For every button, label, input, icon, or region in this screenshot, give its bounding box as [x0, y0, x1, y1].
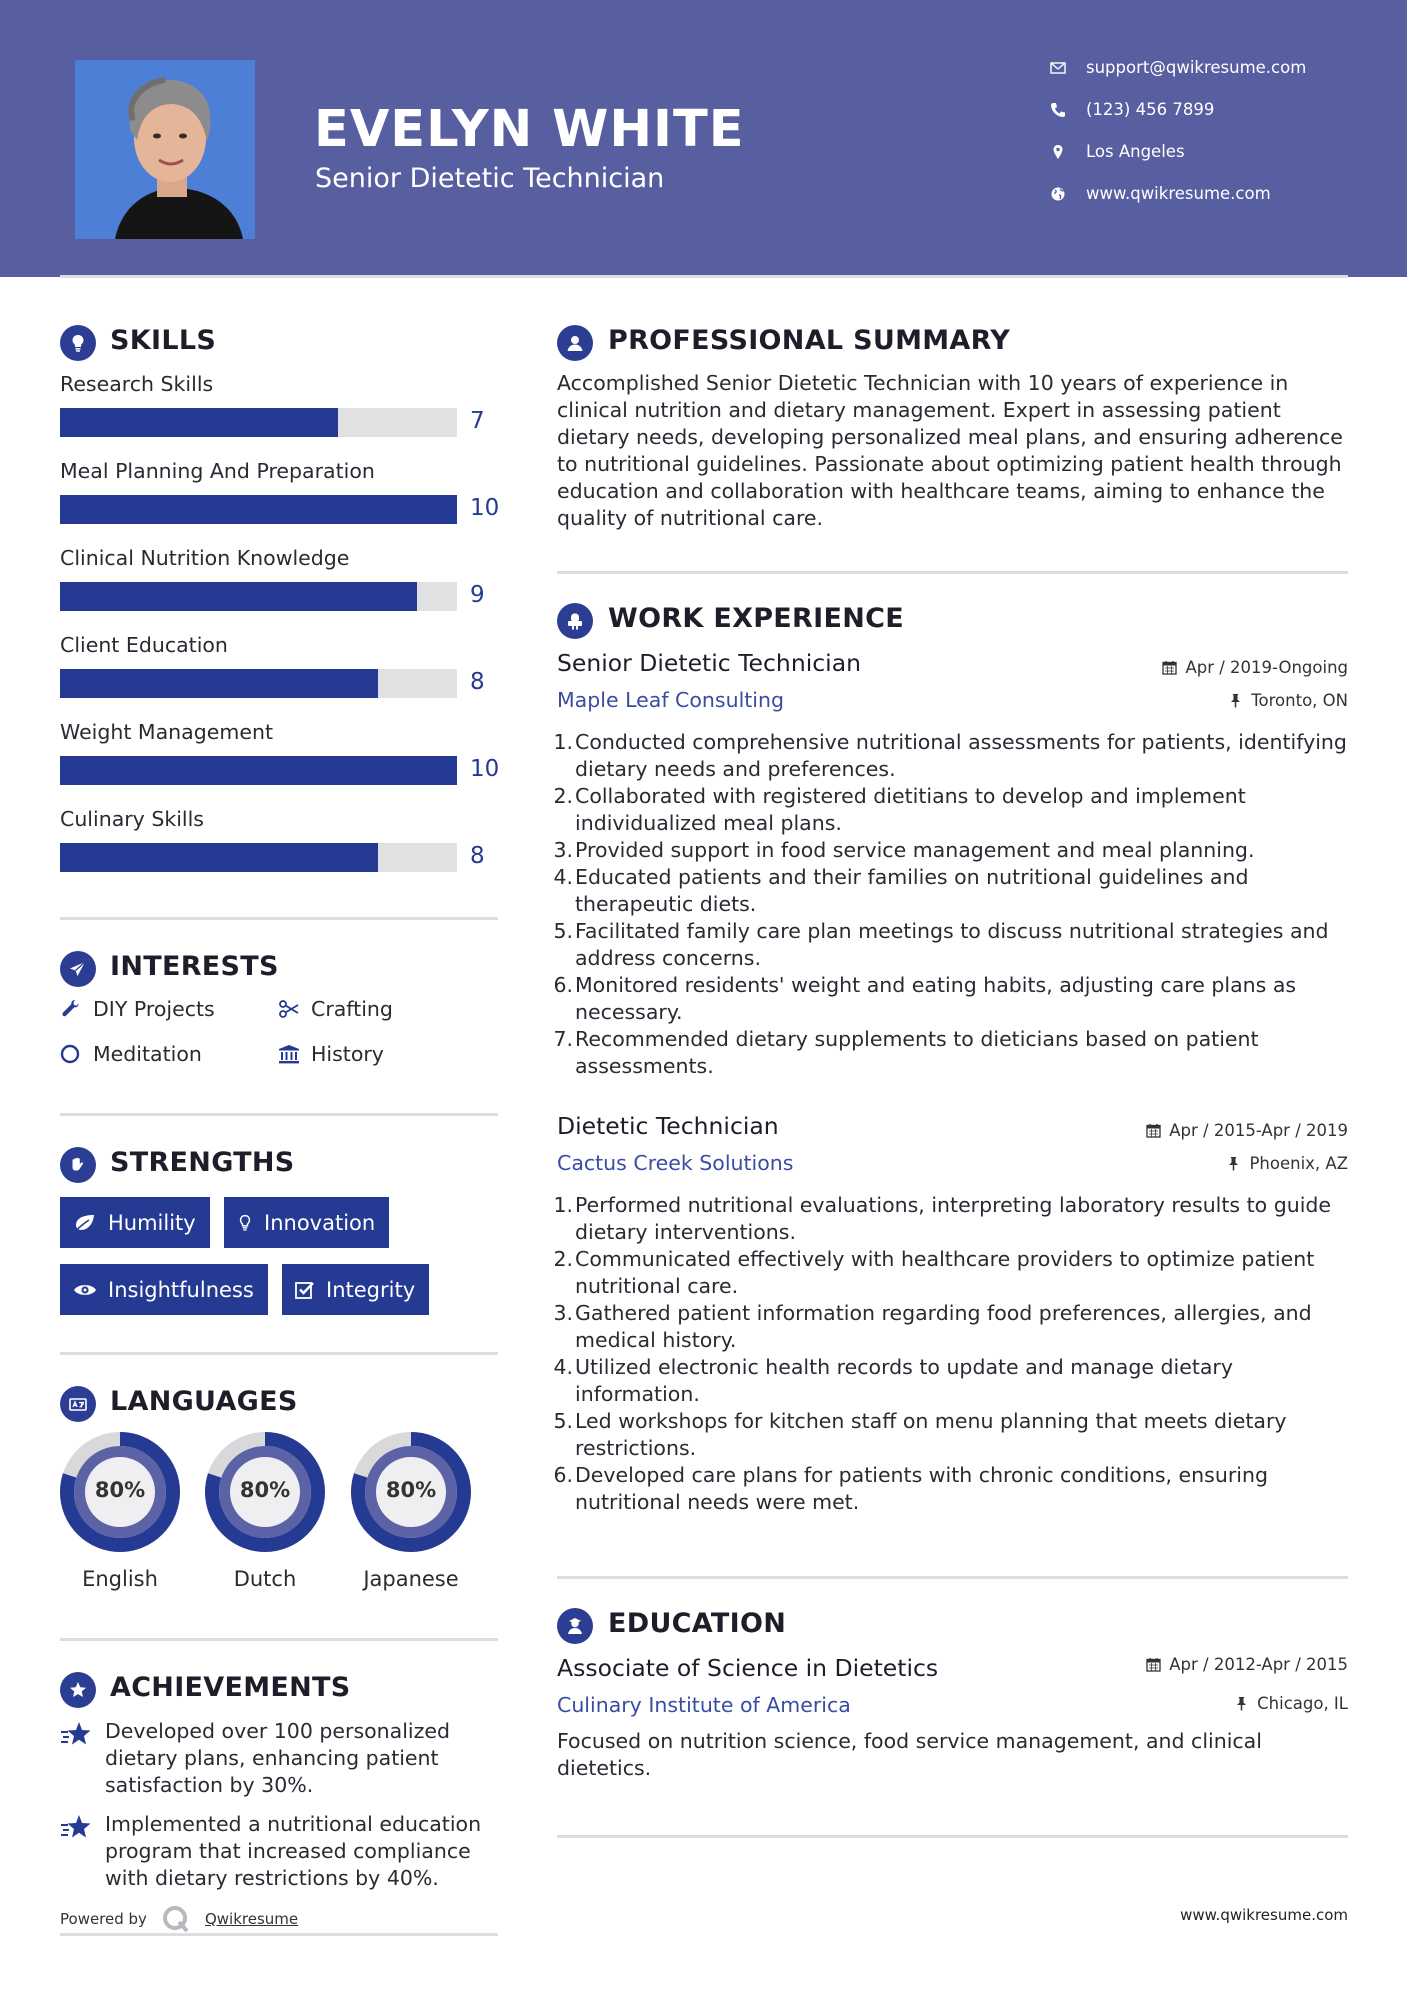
- duty-text: Facilitated family care plan meetings to discuss nutritional strategies and address concerns.: [575, 919, 1329, 970]
- language-percent: 80%: [239, 1478, 291, 1502]
- skill-label: Meal Planning And Preparation: [60, 459, 375, 483]
- skill-bar-fill: [60, 408, 338, 437]
- wrench-icon: [60, 998, 93, 1020]
- achievements-heading: ACHIEVEMENTS: [110, 1672, 351, 1703]
- portrait-image: [75, 60, 255, 239]
- duty-number: 6.: [553, 1463, 573, 1487]
- phone-icon: [1050, 102, 1086, 118]
- duty-text: Performed nutritional evaluations, interpreting laboratory results to guide dietary interventions.: [575, 1193, 1332, 1244]
- language-name: English: [82, 1567, 158, 1591]
- interest-label: DIY Projects: [93, 997, 215, 1021]
- contact-phone[interactable]: [1050, 100, 1214, 119]
- duty-number: 5.: [553, 919, 573, 943]
- lightbulb-icon: [60, 325, 96, 361]
- candidate-name: EVELYN WHITE: [314, 100, 745, 159]
- job-duties: [553, 729, 1357, 1080]
- duty-item: [553, 729, 1357, 783]
- education-location-text: Chicago, IL: [1257, 1694, 1348, 1713]
- contact-location: [1050, 142, 1185, 161]
- job-location: [1228, 691, 1348, 710]
- qwikresume-logo-icon: [161, 1904, 191, 1934]
- header-divider: [60, 275, 1348, 278]
- duty-number: 4.: [553, 865, 573, 889]
- duty-text: Monitored residents' weight and eating habits, adjusting care plans as necessary.: [575, 973, 1297, 1024]
- skills-heading: SKILLS: [110, 325, 217, 356]
- circle-icon: [60, 1043, 93, 1065]
- duty-item: [553, 1462, 1357, 1516]
- language-name: Dutch: [233, 1567, 297, 1591]
- interest-item: [278, 1042, 384, 1066]
- interest-label: Meditation: [93, 1042, 202, 1066]
- duty-item: [553, 1192, 1357, 1246]
- pushpin-icon: [1228, 693, 1243, 708]
- pushpin-icon: [1226, 1156, 1241, 1171]
- interest-label: History: [311, 1042, 384, 1066]
- education-school: Culinary Institute of America: [557, 1693, 851, 1717]
- duty-item: [553, 972, 1357, 1026]
- interest-item: [60, 997, 215, 1021]
- skill-value: 10: [470, 495, 500, 521]
- fist-icon: [60, 1147, 96, 1183]
- duty-text: Utilized electronic health records to update and manage dietary information.: [575, 1355, 1233, 1406]
- contact-location-text: Los Angeles: [1086, 142, 1185, 161]
- duty-text: Provided support in food service management and meal planning.: [575, 838, 1255, 862]
- job-location: [1226, 1154, 1348, 1173]
- footer-divider: [60, 1933, 498, 1936]
- contact-website[interactable]: [1050, 184, 1271, 203]
- skill-label: Clinical Nutrition Knowledge: [60, 546, 350, 570]
- language-icon: [60, 1386, 96, 1422]
- strengths-divider: [60, 1352, 498, 1355]
- duty-text: Collaborated with registered dietitians to develop and implement individualized meal plans.: [575, 784, 1246, 835]
- skill-bar-track: [60, 408, 457, 437]
- achievement-text: Implemented a nutritional education program that increased compliance with dietary restrictions by 40%.: [105, 1812, 482, 1890]
- languages-heading: LANGUAGES: [110, 1386, 298, 1417]
- contact-phone-text: (123) 456 7899: [1086, 100, 1215, 119]
- profile-photo: [75, 60, 255, 239]
- language-name: Japanese: [363, 1567, 459, 1591]
- skill-value: 7: [470, 408, 485, 434]
- job-location-text: Toronto, ON: [1251, 691, 1348, 710]
- skill-bar-track: [60, 843, 457, 872]
- briefcase-icon: [557, 603, 593, 639]
- education-degree: Associate of Science in Dietetics: [557, 1654, 939, 1682]
- education-dates: [1146, 1655, 1348, 1674]
- skill-value: 9: [470, 582, 485, 608]
- calendar-icon: [1146, 1657, 1161, 1672]
- skill-label: Research Skills: [60, 372, 214, 396]
- duty-item: [553, 1246, 1357, 1300]
- duty-number: 1.: [553, 730, 573, 754]
- powered-by-label: Powered by: [60, 1910, 147, 1928]
- skill-bar-fill: [60, 495, 457, 524]
- job-dates-text: Apr / 2015-Apr / 2019: [1169, 1121, 1348, 1140]
- duty-text: Developed care plans for patients with chronic conditions, ensuring nutritional needs were met.: [575, 1463, 1268, 1514]
- job-dates: [1162, 658, 1348, 677]
- achievement-item: [60, 1811, 500, 1892]
- skill-value: 8: [470, 669, 485, 695]
- languages-divider: [60, 1638, 498, 1641]
- user-icon: [557, 325, 593, 361]
- skill-bar-fill: [60, 669, 378, 698]
- duty-item: [553, 837, 1357, 864]
- contact-website-text: www.qwikresume.com: [1086, 184, 1271, 203]
- envelope-icon: [1050, 60, 1086, 76]
- skill-value: 8: [470, 843, 485, 869]
- skill-bar-track: [60, 756, 457, 785]
- strength-badge: [60, 1264, 268, 1315]
- duty-text: Communicated effectively with healthcare providers to optimize patient nutritional care.: [575, 1247, 1315, 1298]
- duty-number: 4.: [553, 1355, 573, 1379]
- interests-heading: INTERESTS: [110, 951, 279, 982]
- interest-item: [60, 1042, 202, 1066]
- duty-item: [553, 1408, 1357, 1462]
- achievement-item: [60, 1718, 500, 1799]
- job-duties: [553, 1192, 1357, 1516]
- education-divider: [557, 1835, 1348, 1838]
- strength-badge: [224, 1197, 389, 1248]
- skill-label: Weight Management: [60, 720, 273, 744]
- duty-item: [553, 783, 1357, 837]
- duty-text: Conducted comprehensive nutritional assessments for patients, identifying dietary needs and preferences.: [575, 730, 1347, 781]
- powered-by: [60, 1904, 298, 1934]
- star-icon: [60, 1720, 93, 1750]
- job-title: Senior Dietetic Technician: [557, 649, 861, 677]
- interest-label: Crafting: [311, 997, 393, 1021]
- education-heading: EDUCATION: [608, 1608, 787, 1639]
- star-icon: [60, 1813, 93, 1843]
- job-title: Dietetic Technician: [557, 1112, 779, 1140]
- duty-item: [553, 1300, 1357, 1354]
- skill-bar-track: [60, 669, 457, 698]
- job-dates: [1146, 1121, 1348, 1140]
- contact-email[interactable]: [1050, 58, 1306, 77]
- graduate-icon: [557, 1608, 593, 1644]
- skill-label: Client Education: [60, 633, 228, 657]
- strength-label: Humility: [108, 1210, 196, 1235]
- language-percent: 80%: [385, 1478, 437, 1502]
- check-square-icon: [294, 1279, 316, 1301]
- experience-divider: [557, 1576, 1348, 1579]
- contact-email-text: support@qwikresume.com: [1086, 58, 1307, 77]
- achievement-text: Developed over 100 personalized dietary plans, enhancing patient satisfaction by 30%.: [105, 1719, 451, 1797]
- job-company: Maple Leaf Consulting: [557, 688, 785, 712]
- candidate-title: Senior Dietetic Technician: [315, 163, 665, 194]
- pushpin-icon: [1234, 1696, 1249, 1711]
- calendar-icon: [1146, 1123, 1161, 1138]
- skill-bar-track: [60, 495, 457, 524]
- job-dates-text: Apr / 2019-Ongoing: [1185, 658, 1348, 677]
- duty-item: [553, 918, 1357, 972]
- duty-text: Recommended dietary supplements to dieticians based on patient assessments.: [575, 1027, 1259, 1078]
- eye-icon: [72, 1279, 98, 1301]
- summary-divider: [557, 571, 1348, 574]
- summary-heading: PROFESSIONAL SUMMARY: [608, 325, 1011, 356]
- globe-icon: [1050, 186, 1086, 202]
- duty-item: [553, 1354, 1357, 1408]
- strength-label: Innovation: [264, 1210, 376, 1235]
- skill-bar-fill: [60, 756, 457, 785]
- map-pin-icon: [1050, 144, 1086, 160]
- scissors-icon: [278, 998, 311, 1020]
- education-description: Focused on nutrition science, food service management, and clinical dietetics.: [557, 1729, 1262, 1780]
- skill-value: 10: [470, 756, 500, 782]
- bank-icon: [278, 1043, 311, 1065]
- duty-item: [553, 864, 1357, 918]
- experience-heading: WORK EXPERIENCE: [608, 603, 904, 634]
- qwikresume-link[interactable]: Qwikresume: [204, 1910, 299, 1928]
- strength-badge: [282, 1264, 429, 1315]
- star-badge-icon: [60, 1672, 96, 1708]
- duty-number: 3.: [553, 838, 573, 862]
- paper-plane-icon: [60, 951, 96, 987]
- strength-label: Insightfulness: [108, 1277, 254, 1302]
- strength-label: Integrity: [326, 1277, 416, 1302]
- skill-bar-track: [60, 582, 457, 611]
- strengths-heading: STRENGTHS: [110, 1147, 295, 1178]
- language-percent: 80%: [94, 1478, 146, 1502]
- duty-number: 7.: [553, 1027, 573, 1051]
- duty-text: Led workshops for kitchen staff on menu planning that meets dietary restrictions.: [575, 1409, 1287, 1460]
- interest-item: [278, 997, 393, 1021]
- calendar-icon: [1162, 660, 1177, 675]
- skills-divider: [60, 917, 498, 920]
- skill-bar-fill: [60, 843, 378, 872]
- education-location: [1234, 1694, 1348, 1713]
- duty-number: 3.: [553, 1301, 573, 1325]
- summary-text: Accomplished Senior Dietetic Technician with 10 years of experience in clinical nutrition and dietary management. Expert in assessing patient dietary needs, developing personalized meal plans, and ensuring adherence to nutritional guidelines. Passionate about optimizing patient health through education and collaboration with healthcare teams, aiming to enhance the quality of nutritional care.: [557, 371, 1343, 530]
- footer-website-link[interactable]: www.qwikresume.com: [1180, 1906, 1348, 1924]
- education-dates-text: Apr / 2012-Apr / 2015: [1169, 1655, 1348, 1674]
- resume-header: [0, 0, 1407, 277]
- duty-number: 6.: [553, 973, 573, 997]
- duty-number: 2.: [553, 1247, 573, 1271]
- duty-number: 2.: [553, 784, 573, 808]
- skill-bar-fill: [60, 582, 417, 611]
- strength-badge: [60, 1197, 210, 1248]
- duty-text: Educated patients and their families on nutritional guidelines and therapeutic diets.: [575, 865, 1249, 916]
- lightbulb-icon: [236, 1212, 254, 1234]
- duty-item: [553, 1026, 1357, 1080]
- interests-divider: [60, 1113, 498, 1116]
- job-company: Cactus Creek Solutions: [557, 1151, 794, 1175]
- duty-text: Gathered patient information regarding food preferences, allergies, and medical history.: [575, 1301, 1312, 1352]
- skill-label: Culinary Skills: [60, 807, 204, 831]
- leaf-icon: [72, 1212, 98, 1234]
- duty-number: 5.: [553, 1409, 573, 1433]
- duty-number: 1.: [553, 1193, 573, 1217]
- job-location-text: Phoenix, AZ: [1249, 1154, 1348, 1173]
